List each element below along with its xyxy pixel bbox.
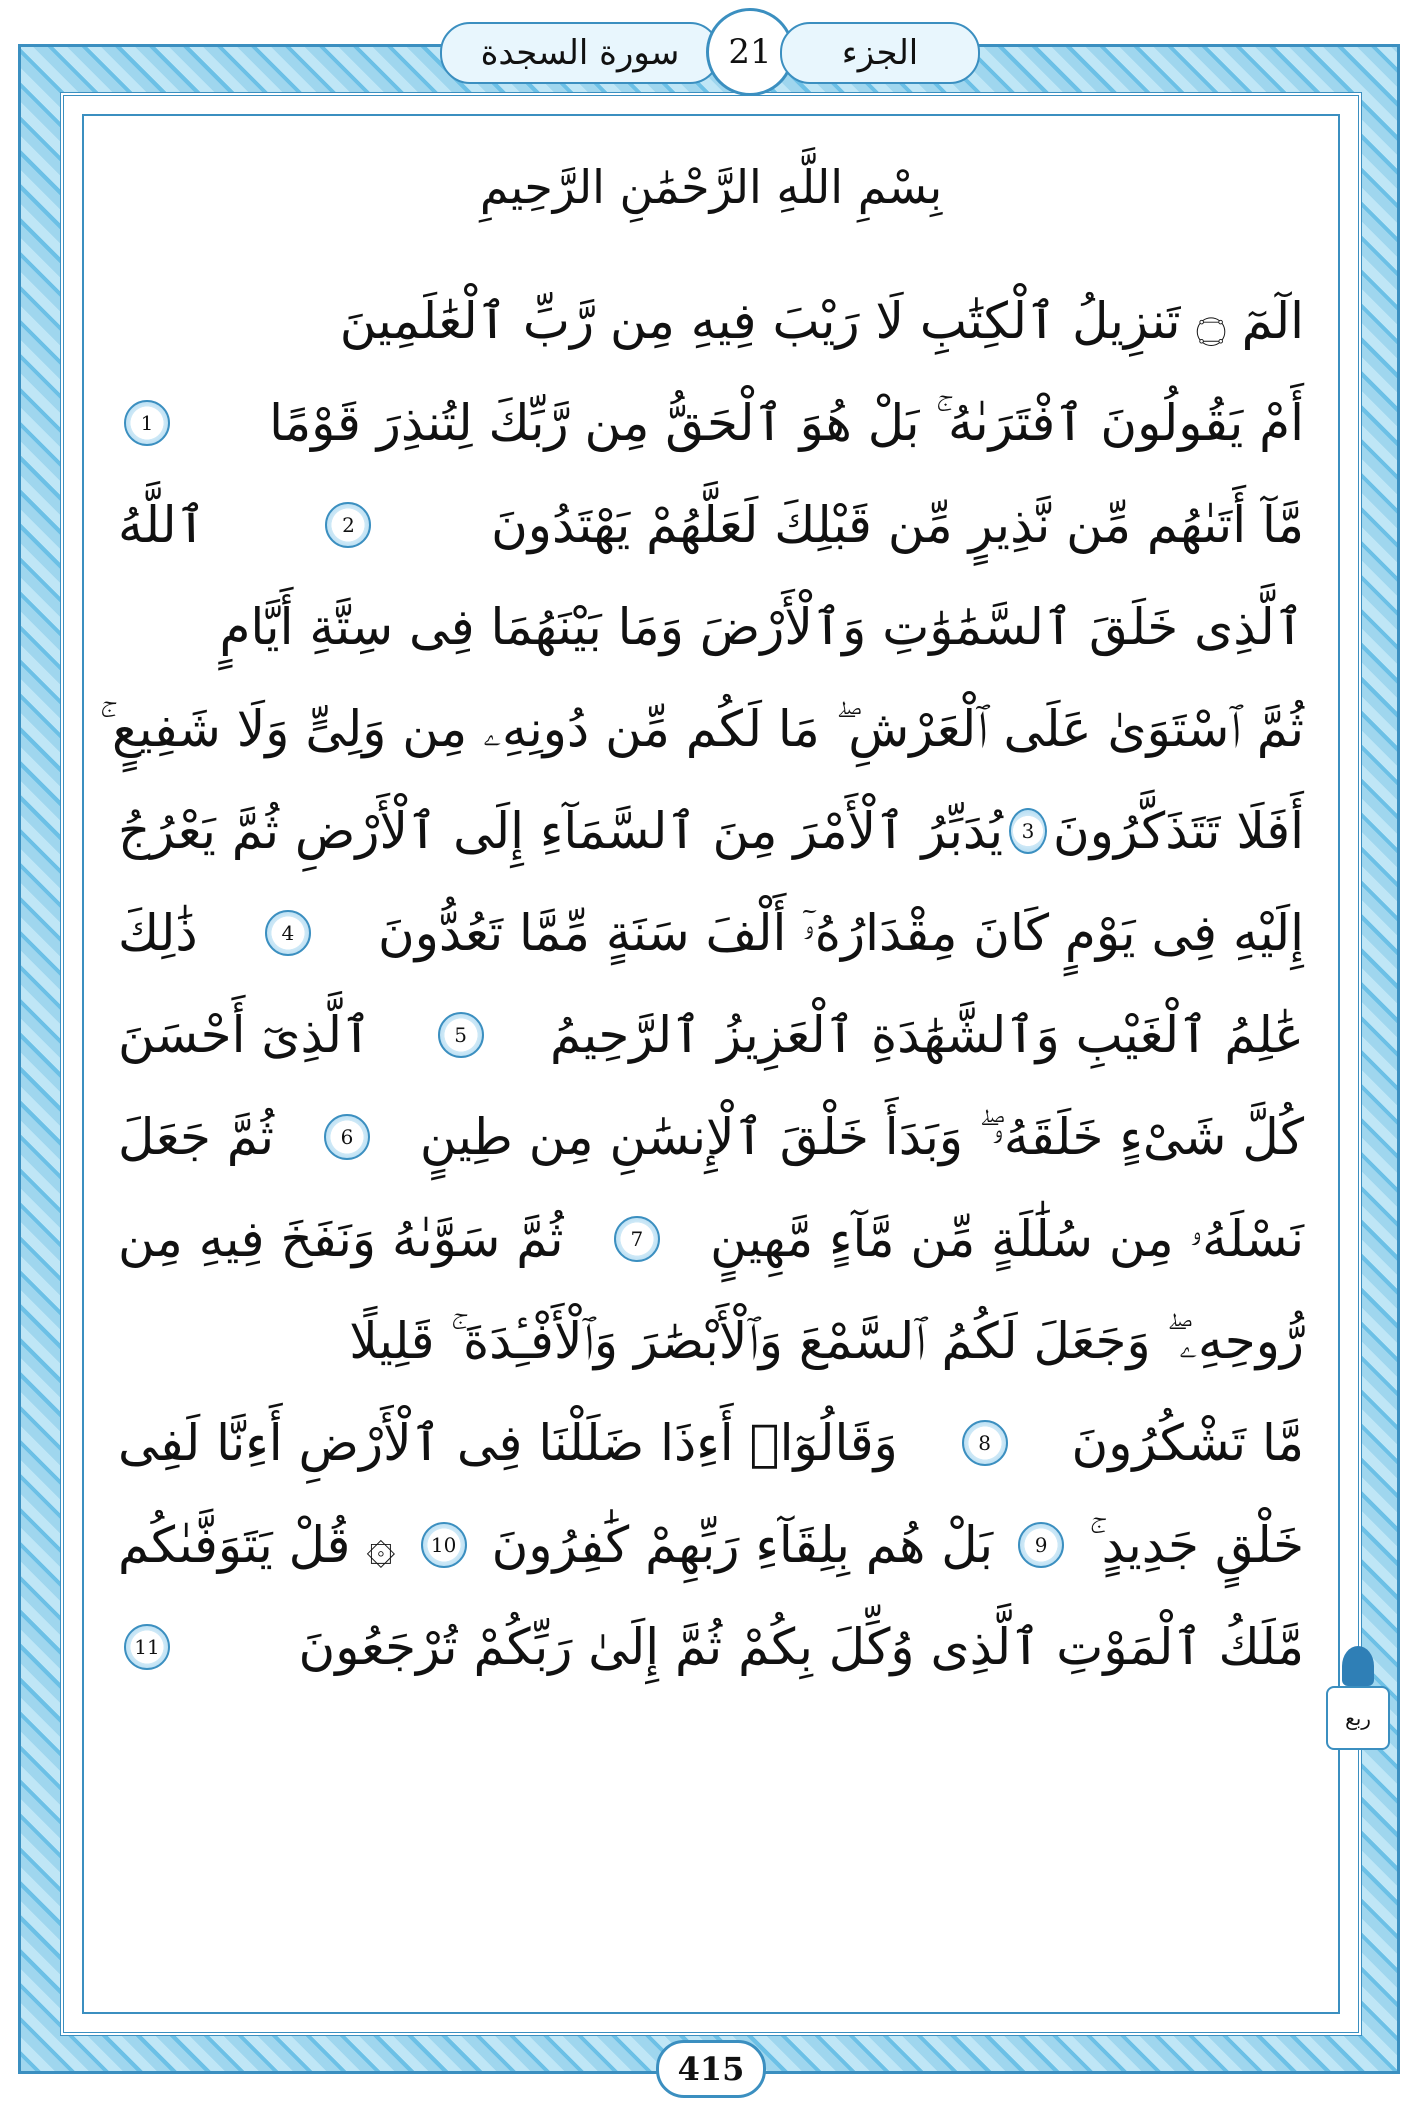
juz-label-panel	[780, 22, 980, 84]
ayah-number-marker: 4	[265, 910, 311, 956]
rub-label: ربع	[1345, 1706, 1371, 1730]
rub-ornament-icon	[1342, 1646, 1374, 1686]
surah-name: سورة السجدة	[480, 33, 680, 73]
juz-number: 21	[728, 32, 772, 72]
verse-line	[118, 270, 1304, 372]
verse-line	[118, 372, 1304, 474]
verse-text-block	[99, 270, 1304, 1698]
verse-line	[99, 678, 1304, 780]
juz-label: الجزء	[841, 33, 919, 73]
verse-text: مَّآ أَتَىٰهُم مِّن نَّذِيرٍ مِّن قَبْلِكَ لَعَلَّهُمْ يَهْتَدُونَ	[491, 496, 1304, 554]
ayah-number-marker: 2	[325, 502, 371, 548]
verse-text: بَلْ هُم بِلِقَآءِ رَبِّهِمْ كَٰفِرُونَ	[491, 1516, 994, 1574]
verse-text: خَلْقٍ جَدِيدٍ ۚ	[1089, 1515, 1304, 1574]
verse-text: ثُمَّ ٱسْتَوَىٰ عَلَى ٱلْعَرْشِ ۖ مَا لَكُم مِّن دُونِهِۦ مِن وَلِىٍّ وَلَا شَفِيعٍ ۚ	[99, 699, 1304, 758]
verse-line	[118, 1086, 1304, 1188]
verse-text: ٱللَّهُ	[118, 496, 206, 554]
verse-text: ٱلَّذِى خَلَقَ ٱلسَّمَٰوَٰتِ وَٱلْأَرْضَ وَمَا بَيْنَهُمَا فِى سِتَّةِ أَيَّامٍ	[219, 598, 1304, 656]
verse-text: كُلَّ شَىْءٍ خَلَقَهُۥ ۖ وَبَدَأَ خَلْقَ ٱلْإِنسَٰنِ مِن طِينٍ	[419, 1107, 1304, 1166]
ayah-number-marker: 1	[124, 400, 170, 446]
verse-text: أَفَلَا تَتَذَكَّرُونَ	[1052, 802, 1304, 860]
verse-text: عَٰلِمُ ٱلْغَيْبِ وَٱلشَّهَٰدَةِ ٱلْعَزِيزُ ٱلرَّحِيمُ	[550, 1006, 1304, 1064]
verse-line	[118, 1596, 1304, 1698]
verse-line	[118, 576, 1304, 678]
ayah-number-marker: 7	[614, 1216, 660, 1262]
ayah-number-marker: 9	[1018, 1522, 1064, 1568]
rub-marker	[1318, 1640, 1398, 1750]
verse-text: مَّا تَشْكُرُونَ	[1071, 1414, 1304, 1472]
verse-text: ۞ قُلْ يَتَوَفَّىٰكُم	[118, 1516, 396, 1574]
ayah-number-marker: 10	[421, 1522, 467, 1568]
verse-text: أَمْ يَقُولُونَ ٱفْتَرَىٰهُ ۚ بَلْ هُوَ ٱلْحَقُّ مِن رَّبِّكَ لِتُنذِرَ قَوْمًا	[269, 393, 1304, 452]
verse-text: ثُمَّ جَعَلَ	[118, 1108, 274, 1166]
verse-text: وَقَالُوٓا۟ أَءِذَا ضَلَلْنَا فِى ٱلْأَرْضِ أَءِنَّا لَفِى	[118, 1414, 898, 1472]
verse-text: مَّلَكُ ٱلْمَوْتِ ٱلَّذِى وُكِّلَ بِكُمْ ثُمَّ إِلَىٰ رَبِّكُمْ تُرْجَعُونَ	[298, 1618, 1304, 1676]
verse-line	[118, 882, 1304, 984]
page-number: 415	[677, 2050, 745, 2088]
basmala: بِسْمِ اللَّهِ الرَّحْمَٰنِ الرَّحِيمِ	[479, 160, 943, 214]
verse-text: نَسْلَهُۥ مِن سُلَٰلَةٍ مِّن مَّآءٍ مَّهِينٍ	[710, 1209, 1304, 1268]
page-number-badge	[656, 2040, 766, 2098]
verse-line	[118, 780, 1304, 882]
page-header	[440, 8, 980, 100]
ayah-number-marker: 8	[962, 1420, 1008, 1466]
verse-line	[118, 984, 1304, 1086]
verse-text: رُّوحِهِۦ ۖ وَجَعَلَ لَكُمُ ٱلسَّمْعَ وَٱلْأَبْصَٰرَ وَٱلْأَفْـِٔدَةَ ۚ قَلِيلًا	[349, 1311, 1304, 1370]
ayah-number-marker: 6	[324, 1114, 370, 1160]
ayah-number-marker: 3	[1009, 808, 1047, 854]
verse-text: ذَٰلِكَ	[118, 904, 198, 962]
ayah-number-marker: 5	[438, 1012, 484, 1058]
verse-line	[118, 1290, 1304, 1392]
verse-text: ثُمَّ سَوَّىٰهُ وَنَفَخَ فِيهِ مِن	[118, 1210, 564, 1268]
verse-line	[118, 1188, 1304, 1290]
verse-line	[118, 1494, 1304, 1596]
verse-text: ٱلَّذِىٓ أَحْسَنَ	[118, 1006, 372, 1064]
verse-text: يُدَبِّرُ ٱلْأَمْرَ مِنَ ٱلسَّمَآءِ إِلَى ٱلْأَرْضِ ثُمَّ يَعْرُجُ	[118, 802, 1004, 860]
ayah-number-marker: 11	[124, 1624, 170, 1670]
surah-name-panel	[440, 22, 720, 84]
verse-line	[118, 474, 1304, 576]
rub-label-box	[1326, 1686, 1390, 1750]
verse-text: الٓمٓ ۝ تَنزِيلُ ٱلْكِتَٰبِ لَا رَيْبَ فِيهِ مِن رَّبِّ ٱلْعَٰلَمِينَ	[339, 292, 1304, 350]
verse-line	[118, 1392, 1304, 1494]
verse-text: إِلَيْهِ فِى يَوْمٍ كَانَ مِقْدَارُهُۥٓ أَلْفَ سَنَةٍ مِّمَّا تَعُدُّونَ	[377, 903, 1304, 962]
